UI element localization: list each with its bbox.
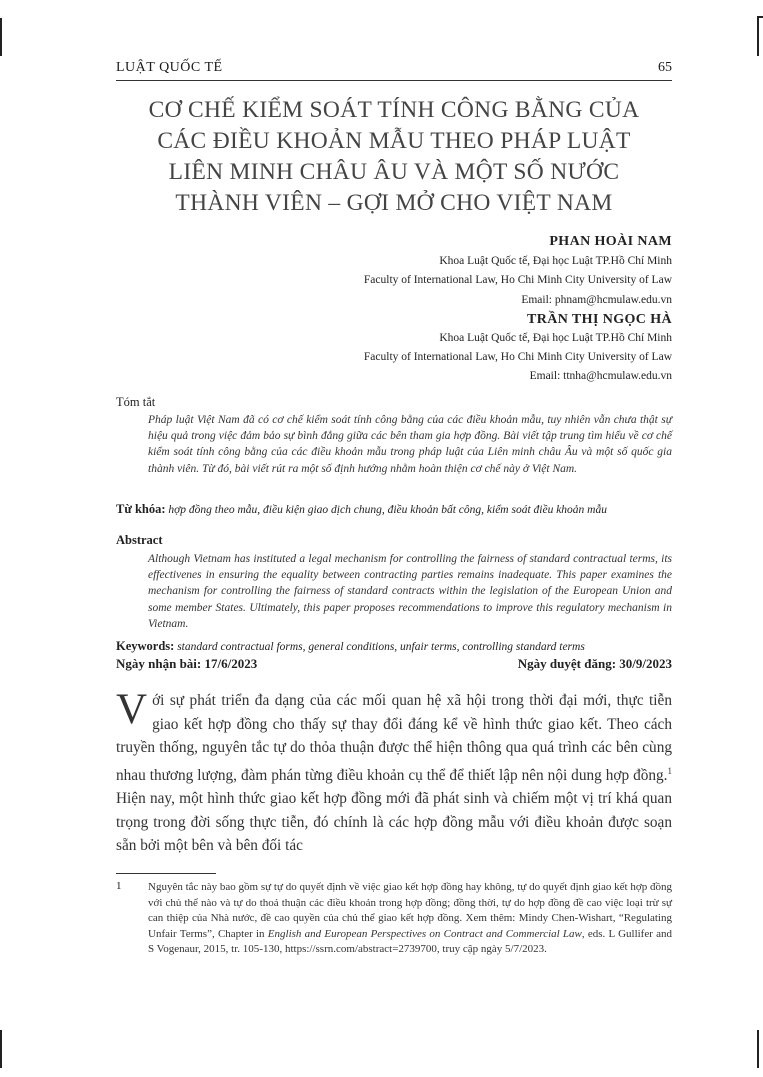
author-affiliation-vi: Khoa Luật Quốc tế, Đại học Luật TP.Hồ Chí Minh	[439, 332, 672, 344]
crop-mark	[757, 1030, 759, 1068]
keywords-text: hợp đồng theo mẫu, điều kiện giao dịch chung, điều khoản bất công, kiểm soát điều khoản mẫu	[168, 504, 607, 516]
article-dates	[116, 656, 672, 672]
footnote-number: 1	[116, 880, 122, 892]
keywords-text: standard contractual forms, general conditions, unfair terms, controlling standard terms	[177, 641, 585, 653]
keywords-vi	[116, 501, 672, 518]
footnote-rule	[116, 873, 216, 874]
footnote-book-title: English and European Perspectives on Contract and Commercial Law	[267, 927, 582, 940]
title-line: CÁC ĐIỀU KHOẢN MẪU THEO PHÁP LUẬT	[157, 128, 631, 154]
keywords-label: Keywords:	[116, 639, 175, 653]
keywords-label: Từ khóa:	[116, 502, 166, 516]
paper-title	[100, 95, 688, 219]
summary-label: Tóm tắt	[116, 395, 156, 409]
title-line: LIÊN MINH CHÂU ÂU VÀ MỘT SỐ NƯỚC	[168, 159, 620, 185]
author-affiliation-en: Faculty of International Law, Ho Chi Minh City University of Law	[363, 274, 672, 286]
footnote-text: Nguyên tắc này bao gồm sự tự do quyết định về việc giao kết hợp đồng hay không, tự do quyết định giao kết hợp đồng với chủ thể nào và tự do thoả thuận các điều khoản trong hợp đồng; đồng thời, tự do hợp đồng đề cao việc loại trừ sự can thiệp của Nhà nước, đề cao quyền của chủ thể giao kết hợp đồng. Xem thêm: Mindy Chen-Wishart, “Regulating Unfair Terms”, Chapter in English and European Perspectives on Contract and Commercial Law, eds. L Gullifer and S Vogenaur, 2015, tr. 105-130, https://ssrn.com/abstract=2739700, truy cập ngày 5/7/2023.	[148, 881, 673, 955]
body-text: Hiện nay, một hình thức giao kết hợp đồng mới đã phát sinh và chiếm một vị trí khá quan trọng trong đời sống thực tiễn, đó chính là các hợp đồng mẫu với điều khoản được soạn sẵn bởi một bên và bên đối tác	[116, 790, 672, 855]
abstract-text: Although Vietnam has instituted a legal mechanism for controlling the fairness of standard contractual terms, its effectivenes in ensuring the equality between contracting parties remains inadequate. This paper examines the mechanism for controlling the fairness of standard contracts within the legislation of the European Union and some member States. Ultimately, this paper proposes recommendations to improve this regulatory mechanism in Vietnam.	[148, 553, 672, 630]
received-date: Ngày nhận bài: 17/6/2023	[116, 656, 258, 671]
body-text: ới sự phát triển đa dạng của các mối quan hệ xã hội trong thời đại mới, thực tiễn giao kết hợp đồng cho thấy sự thay đổi đáng kể về hình thức giao kết. Theo cách truyền thống, nguyên tắc tự do thỏa thuận được thể hiện thông qua quá trình các bên cùng nhau thương lượng, đàm phán từng điều khoản cụ thể để thiết lập nên nội dung hợp đồng.	[116, 692, 672, 784]
crop-mark	[757, 18, 759, 56]
author-affiliation-en: Faculty of International Law, Ho Chi Minh City University of Law	[363, 351, 672, 363]
crop-mark	[757, 16, 763, 18]
drop-cap: V	[116, 686, 148, 733]
author-name: TRẦN THỊ NGỌC HÀ	[527, 312, 672, 327]
author-email[interactable]: Email: ttnha@hcmulaw.edu.vn	[529, 370, 672, 382]
abstract-label: Abstract	[116, 533, 163, 547]
author-affiliation-vi: Khoa Luật Quốc tế, Đại học Luật TP.Hồ Chí Minh	[439, 255, 672, 267]
page-number: 65	[658, 60, 672, 75]
crop-mark	[0, 1030, 2, 1068]
crop-mark	[0, 18, 2, 56]
accepted-date: Ngày duyệt đăng: 30/9/2023	[517, 656, 672, 671]
header-rule	[116, 80, 672, 81]
author-name: PHAN HOÀI NAM	[549, 234, 672, 249]
keywords-en	[116, 638, 672, 655]
author-email[interactable]: Email: phnam@hcmulaw.edu.vn	[521, 294, 672, 306]
footnote-ref[interactable]: 1	[667, 765, 672, 776]
running-header	[116, 60, 672, 80]
title-line: CƠ CHẾ KIỂM SOÁT TÍNH CÔNG BẰNG CỦA	[148, 97, 640, 123]
summary-text: Pháp luật Việt Nam đã có cơ chế kiểm soát tính công bằng của các điều khoản mẫu, tuy nhiên vẫn chưa thật sự hiệu quả trong việc đảm bảo sự bình đẳng giữa các bên tham gia hợp đồng. Bài viết tập trung tìm hiểu về cơ chế kiểm soát tính công bằng của các điều khoản mẫu trong pháp luật của Liên minh châu Âu và một số quốc gia thành viên. Từ đó, bài viết rút ra một số định hướng nhằm hoàn thiện cơ chế này ở Việt Nam.	[148, 414, 672, 475]
title-line: THÀNH VIÊN – GỢI MỞ CHO VIỆT NAM	[175, 190, 613, 216]
body-paragraph	[116, 686, 672, 858]
journal-section: LUẬT QUỐC TẾ	[116, 60, 223, 75]
